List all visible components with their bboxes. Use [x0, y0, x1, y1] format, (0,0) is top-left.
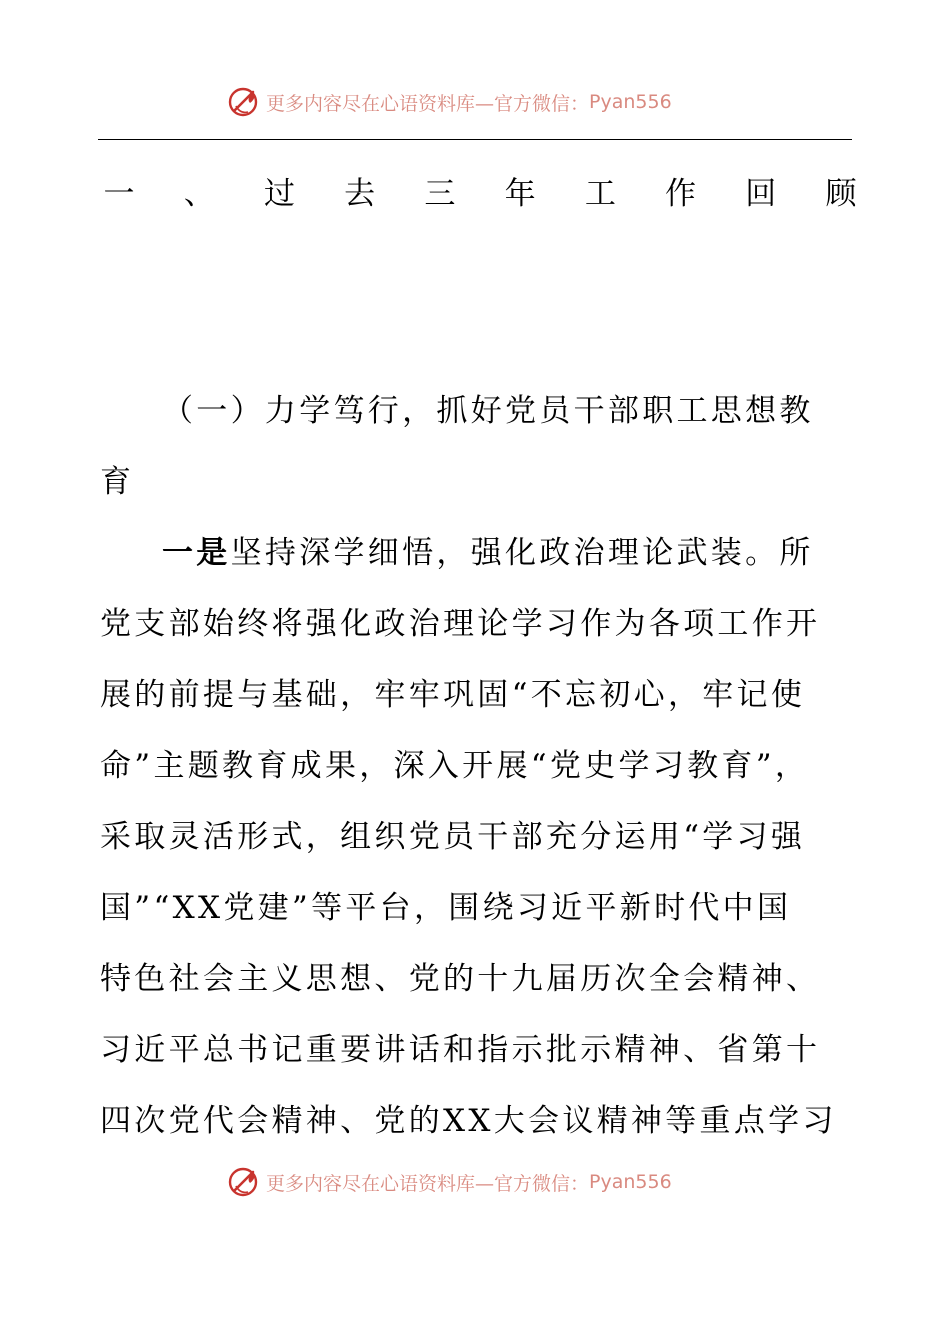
section-heading [100, 168, 860, 213]
heading-char: 三 [424, 176, 456, 212]
paragraph-line: 特色社会主义思想、党的十九届历次全会精神、 [100, 961, 821, 997]
quill-logo-icon [226, 1164, 262, 1200]
watermark-promo-text: 更多内容尽在心语资料库—官方微信： [266, 92, 590, 115]
heading-char: 、 [183, 176, 215, 212]
subsection-title-line-1: （一）力学笃行，抓好党员干部职工思想教 [162, 393, 814, 429]
paragraph-line: 国”“XX党建”等平台，围绕习近平新时代中国 [100, 890, 792, 926]
header-divider [98, 139, 852, 140]
heading-char: 回 [745, 176, 777, 212]
paragraph-line: 四次党代会精神、党的XX大会议精神等重点学习 [100, 1103, 837, 1139]
quill-logo-icon [226, 84, 262, 120]
paragraph-lead-bold: 一是 [162, 535, 231, 571]
paragraph-lead-line [100, 518, 860, 589]
subsection-title-line-2: 育 [100, 464, 135, 500]
heading-char: 一 [103, 176, 135, 212]
paragraph-line: 命”主题教育成果，深入开展“党史学习教育”， [100, 748, 810, 784]
heading-char: 顾 [825, 176, 857, 212]
heading-char: 工 [584, 176, 616, 212]
heading-char: 年 [504, 176, 536, 212]
heading-char: 过 [263, 176, 295, 212]
watermark-wechat-id: Pyan556 [589, 91, 672, 113]
heading-char: 去 [344, 176, 376, 212]
header-watermark-banner [226, 82, 746, 122]
paragraph-line: 习近平总书记重要讲话和指示批示精神、省第十 [100, 1032, 821, 1068]
paragraph-lead-rest: 坚持深学细悟，强化政治理论武装。所 [230, 535, 814, 571]
paragraph-line: 党支部始终将强化政治理论学习作为各项工作开 [100, 606, 821, 642]
body-text [100, 376, 860, 1157]
paragraph-line: 展的前提与基础，牢牢巩固“不忘初心，牢记使 [100, 677, 806, 713]
watermark-promo-text: 更多内容尽在心语资料库—官方微信： [266, 1172, 590, 1195]
footer-watermark-banner [226, 1162, 746, 1202]
heading-char: 作 [665, 176, 697, 212]
watermark-wechat-id: Pyan556 [589, 1171, 672, 1193]
paragraph-line: 采取灵活形式，组织党员干部充分运用“学习强 [100, 819, 806, 855]
